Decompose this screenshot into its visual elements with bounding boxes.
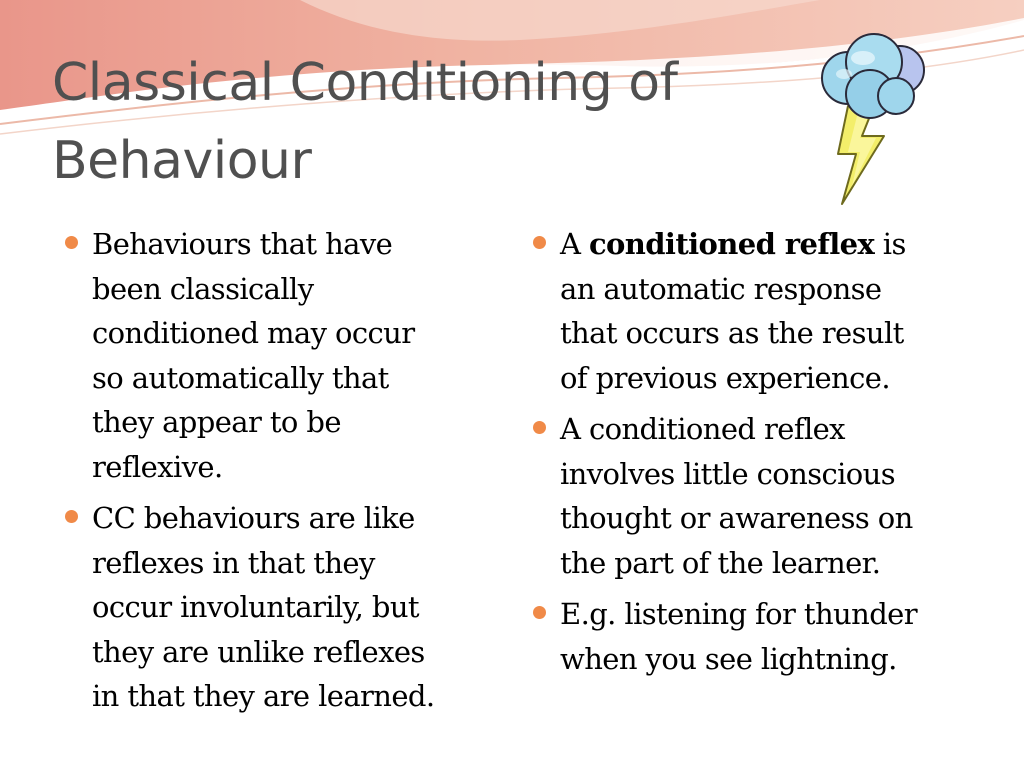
right-bullet-list	[530, 222, 980, 688]
bullet-icon	[533, 421, 546, 434]
bullet-icon	[533, 606, 546, 619]
slide-title	[52, 44, 792, 200]
bullet-icon	[65, 236, 78, 249]
storm-cloud-icon	[808, 28, 938, 208]
bullet-item: CC behaviours are like reflexes in that they occur involuntarily, but they are unlike reflexes in that they are learned.	[62, 496, 482, 719]
left-bullet-list	[62, 222, 482, 726]
emphasized-term: conditioned reflex	[588, 227, 875, 261]
bullet-icon	[533, 236, 546, 249]
bullet-item: Behaviours that have been classically conditioned may occur so automatically that they appear to be reflexive.	[62, 222, 482, 489]
bullet-item: E.g. listening for thunder when you see lightning.	[530, 592, 980, 681]
title-line-2: Behaviour	[52, 131, 312, 191]
title-line-1: Classical Conditioning of	[52, 53, 678, 113]
lightning-bolt-icon	[838, 106, 884, 204]
bullet-item: A conditioned reflex is an automatic response that occurs as the result of previous experience.	[530, 222, 980, 400]
bullet-icon	[65, 510, 78, 523]
bullet-item: A conditioned reflex involves little conscious thought or awareness on the part of the learner.	[530, 407, 980, 585]
